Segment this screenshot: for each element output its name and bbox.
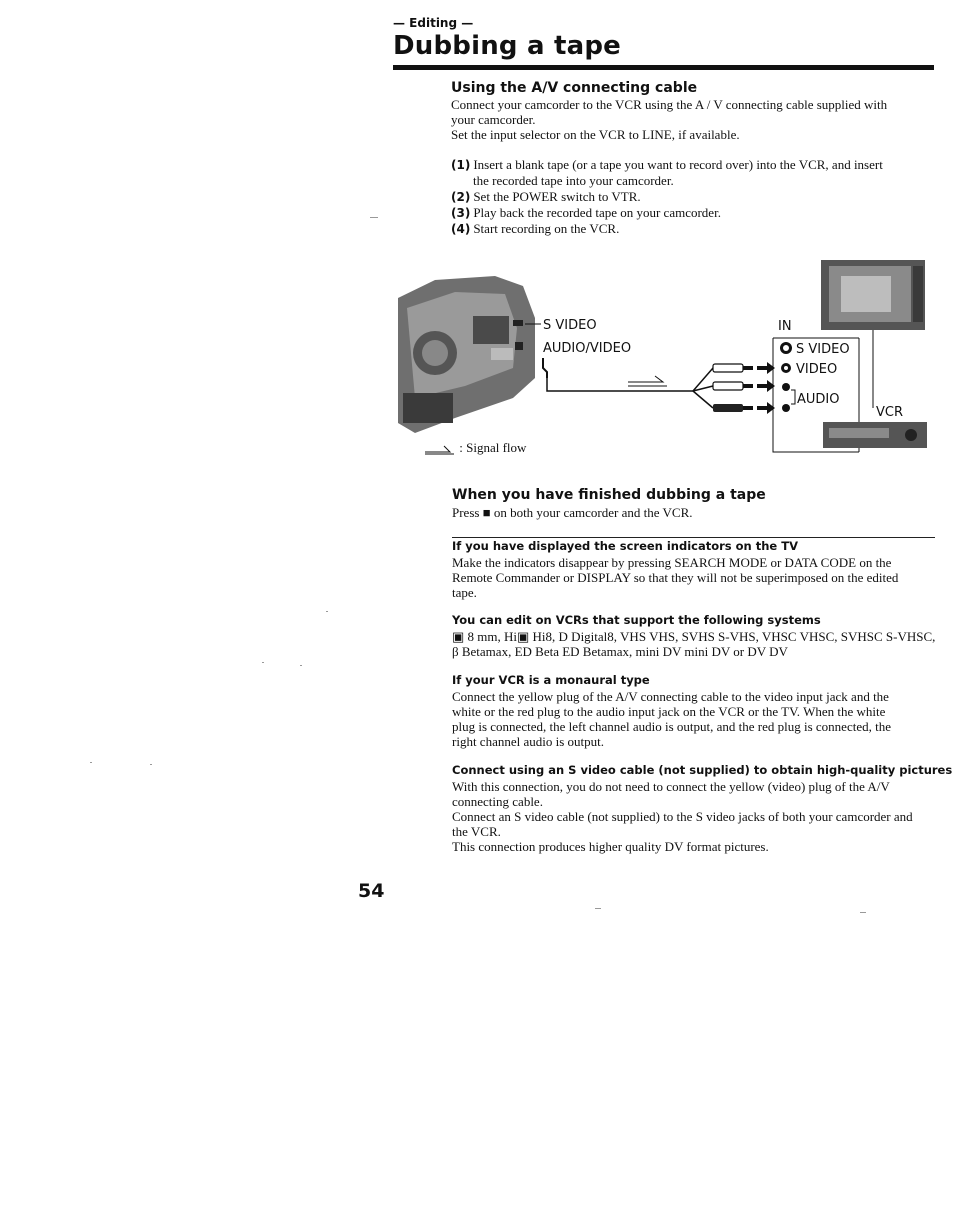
- audio-plug-white: [713, 382, 753, 390]
- scan-speck: [326, 611, 328, 612]
- note-heading-systems: You can edit on VCRs that support the following systems: [452, 613, 821, 627]
- note-line: With this connection, you do not need to connect the yellow (video) plug of the A/V: [452, 779, 890, 794]
- note-line: ▣ 8 mm, Hi▣ Hi8, D Digital8, VHS VHS, SVHS S-VHS, VHSC VHSC, SVHSC S-VHSC,: [452, 629, 936, 644]
- note-line: Remote Commander or DISPLAY so that they will not be superimposed on the edited: [452, 570, 899, 585]
- note-body-monaural: [452, 689, 891, 749]
- step-text: Play back the recorded tape on your camcorder.: [473, 205, 721, 220]
- scan-speck: [860, 912, 866, 913]
- note-body-svideo: [452, 779, 913, 854]
- caption-text: : Signal flow: [459, 440, 527, 455]
- video-plug: [713, 364, 753, 372]
- audio-plug-red: [713, 404, 753, 412]
- scan-speck: [300, 665, 302, 666]
- finished-text-after: on both your camcorder and the VCR.: [493, 505, 693, 520]
- av-section-heading: Using the A/V connecting cable: [451, 80, 698, 96]
- step-3: [451, 205, 721, 221]
- in-label: IN: [778, 319, 792, 334]
- vcr-illustration: [823, 422, 927, 448]
- note-body-indicators: [452, 555, 898, 600]
- step-number: (1): [451, 158, 471, 172]
- note-line: Make the indicators disappear by pressing SEARCH MODE or DATA CODE on the: [452, 555, 892, 570]
- finished-text: [452, 505, 693, 520]
- note-line: right channel audio is output.: [452, 734, 605, 749]
- tv-illustration: [821, 260, 925, 330]
- camcorder-illustration: [398, 276, 535, 433]
- note-heading-monaural: If your VCR is a monaural type: [452, 673, 650, 687]
- step-text: the recorded tape into your camcorder.: [473, 173, 674, 188]
- scan-speck: [370, 217, 378, 218]
- av-intro: [451, 97, 887, 142]
- vcr-label: VCR: [876, 405, 904, 420]
- step-text: Set the POWER switch to VTR.: [473, 189, 641, 204]
- note-heading-svideo: Connect using an S video cable (not supplied) to obtain high-quality pictures: [452, 763, 953, 777]
- step-4: [451, 221, 619, 237]
- signal-flow-caption: [424, 440, 526, 456]
- page-title: Dubbing a tape: [393, 31, 622, 61]
- note-line: tape.: [452, 585, 477, 600]
- finished-heading: When you have finished dubbing a tape: [452, 487, 766, 503]
- audio-jack-left-icon: [782, 383, 790, 391]
- connection-diagram: [395, 258, 935, 458]
- vcr-video-label: VIDEO: [796, 362, 838, 377]
- intro-line: Set the input selector on the VCR to LINE, if available.: [451, 127, 740, 142]
- signal-flow-arrow: [628, 376, 667, 386]
- page-number: 54: [358, 880, 385, 902]
- note-line: connecting cable.: [452, 794, 543, 809]
- section-divider: [452, 537, 935, 538]
- vcr-svideo-label: S VIDEO: [796, 342, 850, 357]
- finished-text-before: Press: [452, 505, 480, 520]
- title-rule: [393, 65, 934, 70]
- step-1: [451, 157, 883, 188]
- cam-av-label: AUDIO/VIDEO: [543, 341, 632, 356]
- note-line: This connection produces higher quality DV format pictures.: [452, 839, 769, 854]
- input-arrows: [757, 362, 775, 414]
- note-heading-indicators: If you have displayed the screen indicators on the TV: [452, 539, 798, 553]
- scan-speck: [262, 662, 264, 663]
- cam-svideo-label: S VIDEO: [543, 318, 597, 333]
- intro-line: your camcorder.: [451, 112, 536, 127]
- note-line: plug is connected, the left channel audio is output, and the red plug is connected, the: [452, 719, 891, 734]
- intro-line: Connect your camcorder to the VCR using the A / V connecting cable supplied with: [451, 97, 888, 112]
- stop-icon: ■: [482, 505, 491, 520]
- note-line: β Betamax, ED Beta ED Betamax, mini DV mini DV or DV DV: [452, 644, 788, 659]
- scan-speck: [90, 762, 92, 763]
- step-number: (2): [451, 190, 471, 204]
- step-text: Start recording on the VCR.: [473, 221, 620, 236]
- scan-speck: [595, 908, 601, 909]
- step-2: [451, 189, 641, 205]
- section-label: — Editing —: [393, 16, 474, 30]
- signal-flow-icon: [424, 443, 456, 455]
- note-line: Connect the yellow plug of the A/V connecting cable to the video input jack and the: [452, 689, 889, 704]
- audio-jack-right-icon: [782, 404, 790, 412]
- step-text: Insert a blank tape (or a tape you want to record over) into the VCR, and insert: [473, 157, 883, 172]
- scan-speck: [150, 764, 152, 765]
- note-line: the VCR.: [452, 824, 501, 839]
- note-body-systems: [452, 629, 935, 659]
- note-line: white or the red plug to the audio input jack on the VCR or the TV. When the white: [452, 704, 886, 719]
- step-number: (3): [451, 206, 471, 220]
- vcr-audio-label: AUDIO: [797, 392, 840, 407]
- step-number: (4): [451, 222, 471, 236]
- note-line: Connect an S video cable (not supplied) to the S video jacks of both your camcorder and: [452, 809, 913, 824]
